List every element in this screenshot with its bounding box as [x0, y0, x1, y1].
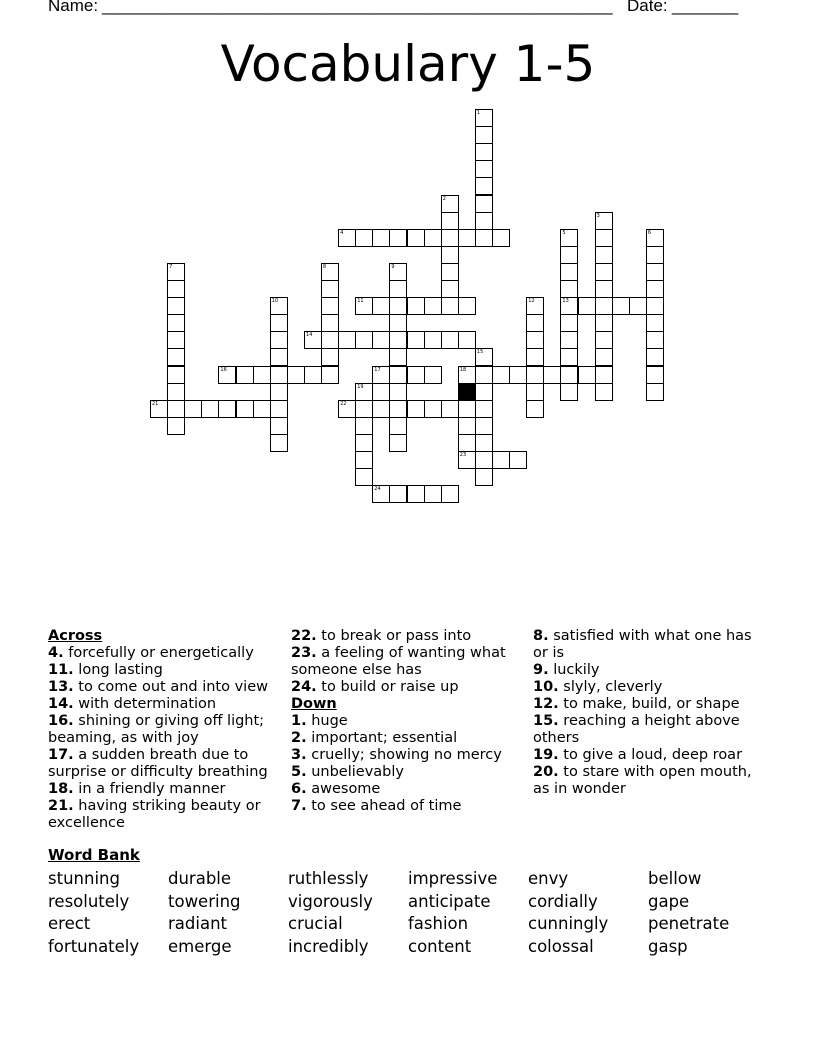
crossword-cell[interactable]: [355, 434, 373, 452]
clue-text: slyly, cleverly: [563, 679, 663, 695]
crossword-cell[interactable]: [560, 246, 578, 264]
crossword-cell[interactable]: [629, 297, 647, 315]
crossword-cell[interactable]: [389, 263, 407, 281]
word-bank-word: crucial: [288, 914, 343, 933]
crossword-cell[interactable]: [167, 348, 185, 366]
crossword-cell[interactable]: [167, 366, 185, 384]
cell-number: 24: [374, 486, 381, 493]
date-field[interactable]: _______: [672, 0, 739, 15]
down-clue: [291, 713, 519, 730]
crossword-cell[interactable]: [595, 229, 613, 247]
crossword-cell[interactable]: [355, 400, 373, 418]
crossword-cell[interactable]: [167, 383, 185, 401]
crossword-cell[interactable]: [526, 297, 544, 315]
clue-heading: Down: [291, 696, 337, 712]
cell-number: 7: [169, 263, 173, 270]
clue-column-2: [291, 628, 519, 815]
crossword-cell[interactable]: [646, 297, 664, 315]
crossword-cell[interactable]: [321, 297, 339, 315]
clue-number: 6.: [291, 781, 307, 797]
crossword-cell[interactable]: [424, 400, 442, 418]
cell-number: 8: [323, 263, 327, 270]
across-clue: [48, 747, 278, 781]
word-bank-word: fashion: [408, 914, 469, 933]
clue-text: to make, build, or shape: [563, 696, 740, 712]
clue-text: a sudden breath due to surprise or difficulty breathing: [48, 747, 268, 780]
crossword-cell[interactable]: [218, 366, 236, 384]
crossword-cell[interactable]: [475, 468, 493, 486]
crossword-cell[interactable]: [646, 348, 664, 366]
crossword-cell[interactable]: [389, 485, 407, 503]
cell-number: 17: [374, 366, 381, 373]
word-bank-word: durable: [168, 869, 232, 888]
crossword-cell[interactable]: [595, 263, 613, 281]
crossword-cell[interactable]: [595, 212, 613, 230]
across-clue: [48, 645, 278, 662]
cell-number: 10: [271, 298, 279, 305]
crossword-cell[interactable]: [270, 383, 288, 401]
crossword-cell[interactable]: [475, 434, 493, 452]
cell-number: 15: [476, 349, 484, 356]
clue-number: 8.: [533, 628, 549, 644]
cell-number: 3: [596, 212, 600, 219]
word-bank-heading: Word Bank: [48, 846, 140, 864]
crossword-cell[interactable]: [150, 400, 168, 418]
down-clue: [291, 781, 519, 798]
crossword-cell[interactable]: [458, 297, 476, 315]
crossword-cell[interactable]: [372, 331, 390, 349]
crossword-cell[interactable]: [338, 400, 356, 418]
clue-number: 2.: [291, 730, 307, 746]
crossword-cell[interactable]: [475, 126, 493, 144]
clue-number: 1.: [291, 713, 307, 729]
crossword-cell[interactable]: [184, 400, 202, 418]
cell-number: 4: [340, 229, 344, 236]
crossword-cell[interactable]: [270, 434, 288, 452]
crossword-cell[interactable]: [441, 246, 459, 264]
word-bank-word: erect: [48, 914, 91, 933]
crossword-cell[interactable]: [321, 280, 339, 298]
word-bank-word: stunning: [48, 869, 120, 888]
word-bank-word: envy: [528, 869, 569, 888]
crossword-cell[interactable]: [560, 297, 578, 315]
across-clue: [48, 781, 278, 798]
crossword-cell[interactable]: [646, 383, 664, 401]
clue-text: having striking beauty or excellence: [48, 798, 261, 831]
clue-text: unbelievably: [311, 764, 404, 780]
crossword-cell[interactable]: [560, 383, 578, 401]
crossword-cell[interactable]: [407, 366, 425, 384]
crossword-cell[interactable]: [372, 366, 390, 384]
cell-number: 11: [357, 298, 364, 305]
clue-number: 4.: [48, 645, 64, 661]
clue-text: with determination: [78, 696, 217, 712]
clue-number: 18.: [48, 781, 74, 797]
clue-text: to build or raise up: [321, 679, 459, 695]
crossword-cell[interactable]: [578, 297, 596, 315]
word-bank-word: gasp: [648, 936, 688, 956]
crossword-cell[interactable]: [355, 383, 373, 401]
crossword-cell[interactable]: [321, 366, 339, 384]
crossword-cell[interactable]: [458, 366, 476, 384]
crossword-cell[interactable]: [338, 331, 356, 349]
clue-number: 13.: [48, 679, 74, 695]
crossword-cell[interactable]: [441, 229, 459, 247]
crossword-cell[interactable]: [236, 400, 254, 418]
crossword-cell[interactable]: [475, 109, 493, 127]
down-clue: [533, 696, 761, 713]
crossword-cell[interactable]: [560, 366, 578, 384]
crossword-cell[interactable]: [372, 400, 390, 418]
cell-number: 23: [459, 452, 467, 458]
clue-text: long lasting: [78, 662, 163, 678]
word-bank-word: gape: [648, 891, 690, 911]
crossword-cell[interactable]: [270, 314, 288, 332]
clue-text: shining or giving off light; beaming, as with joy: [48, 713, 265, 746]
crossword-cell[interactable]: [270, 366, 288, 384]
word-bank-word: fortunately: [48, 936, 140, 956]
crossword-cell[interactable]: [475, 383, 493, 401]
across-clue: [48, 713, 278, 747]
word-bank-word: resolutely: [48, 891, 130, 911]
crossword-cell[interactable]: [509, 366, 527, 384]
crossword-cell[interactable]: [595, 383, 613, 401]
cell-number: 21: [152, 400, 159, 407]
crossword-cell[interactable]: [236, 366, 254, 384]
crossword-cell[interactable]: [407, 400, 425, 418]
crossword-cell[interactable]: [424, 331, 442, 349]
crossword-cell[interactable]: [372, 229, 390, 247]
crossword-cell[interactable]: [458, 400, 476, 418]
crossword-cell[interactable]: [441, 280, 459, 298]
crossword-cell[interactable]: [407, 485, 425, 503]
crossword-cell[interactable]: [389, 331, 407, 349]
crossword-cell[interactable]: [218, 400, 236, 418]
clue-text: huge: [311, 713, 348, 729]
crossword-cell[interactable]: [270, 417, 288, 435]
clue-number: 3.: [291, 747, 307, 763]
across-clue: [48, 662, 278, 679]
word-bank-word: bellow: [648, 869, 702, 888]
crossword-cell[interactable]: [424, 366, 442, 384]
crossword-cell[interactable]: [646, 229, 664, 247]
crossword-cell[interactable]: [560, 229, 578, 247]
crossword-cell[interactable]: [389, 280, 407, 298]
crossword-cell[interactable]: [646, 246, 664, 264]
crossword-cell[interactable]: [355, 331, 373, 349]
word-bank-word: content: [408, 936, 472, 956]
crossword-cell[interactable]: [167, 400, 185, 418]
clue-number: 5.: [291, 764, 307, 780]
crossword-cell[interactable]: [595, 280, 613, 298]
crossword-cell[interactable]: [321, 314, 339, 332]
crossword-cell[interactable]: [475, 177, 493, 195]
crossword-cell[interactable]: [372, 297, 390, 315]
crossword-cell[interactable]: [355, 417, 373, 435]
across-clue: [291, 628, 519, 645]
cell-number: 18: [459, 366, 467, 373]
down-clue: [533, 662, 761, 679]
crossword-cell[interactable]: [595, 366, 613, 384]
crossword-cell[interactable]: [372, 485, 390, 503]
word-bank-word: cunningly: [528, 914, 609, 933]
down-clue: [533, 713, 761, 747]
crossword-cell[interactable]: [270, 348, 288, 366]
crossword-cell[interactable]: [646, 280, 664, 298]
crossword-cell[interactable]: [389, 348, 407, 366]
word-bank-word: towering: [168, 891, 241, 911]
clue-number: 9.: [533, 662, 549, 678]
crossword-cell[interactable]: [475, 451, 493, 469]
clue-number: 17.: [48, 747, 74, 763]
across-clue: [48, 798, 278, 832]
crossword-cell[interactable]: [646, 331, 664, 349]
crossword-cell[interactable]: [646, 366, 664, 384]
crossword-cell[interactable]: [338, 229, 356, 247]
clue-column-1: [48, 628, 278, 832]
crossword-cell[interactable]: [475, 160, 493, 178]
clue-text: a feeling of wanting what someone else has: [291, 645, 506, 678]
crossword-cell[interactable]: [441, 297, 459, 315]
clue-text: to come out and into view: [78, 679, 268, 695]
clue-number: 24.: [291, 679, 317, 695]
crossword-cell[interactable]: [389, 417, 407, 435]
down-clue: [533, 764, 761, 798]
crossword-cell[interactable]: [458, 331, 476, 349]
word-bank-word: impressive: [408, 869, 498, 888]
down-clue: [291, 747, 519, 764]
crossword-cell[interactable]: [560, 331, 578, 349]
clue-number: 23.: [291, 645, 317, 661]
crossword-cell[interactable]: [389, 383, 407, 401]
crossword-cell[interactable]: [441, 212, 459, 230]
word-bank-word: ruthlessly: [288, 869, 369, 888]
crossword-cell[interactable]: [270, 400, 288, 418]
clue-number: 11.: [48, 662, 74, 678]
clue-text: in a friendly manner: [78, 781, 226, 797]
crossword-cell[interactable]: [526, 366, 544, 384]
crossword-cell[interactable]: [355, 468, 373, 486]
clue-column-3: [533, 628, 761, 798]
crossword-cell[interactable]: [646, 314, 664, 332]
crossword-cell[interactable]: [458, 451, 476, 469]
crossword-cell[interactable]: [475, 195, 493, 213]
crossword-cell[interactable]: [389, 400, 407, 418]
cell-number: 14: [305, 332, 313, 339]
clue-text: luckily: [553, 662, 600, 678]
word-bank-word: incredibly: [288, 936, 369, 956]
crossword-cell[interactable]: [526, 383, 544, 401]
crossword-cell[interactable]: [560, 280, 578, 298]
crossword-cell[interactable]: [475, 229, 493, 247]
crossword-cell[interactable]: [441, 331, 459, 349]
crossword-cell[interactable]: [167, 417, 185, 435]
clue-number: 22.: [291, 628, 317, 644]
clue-text: to see ahead of time: [311, 798, 462, 814]
clue-number: 10.: [533, 679, 559, 695]
crossword-cell[interactable]: [578, 366, 596, 384]
crossword-cell[interactable]: [475, 366, 493, 384]
clue-text: cruelly; showing no mercy: [311, 747, 502, 763]
crossword-cell[interactable]: [287, 366, 305, 384]
crossword-cell[interactable]: [270, 331, 288, 349]
clue-text: important; essential: [311, 730, 458, 746]
clue-number: 20.: [533, 764, 559, 780]
crossword-cell[interactable]: [492, 366, 510, 384]
crossword-cell[interactable]: [458, 434, 476, 452]
word-bank-word: emerge: [168, 936, 232, 956]
crossword-cell[interactable]: [355, 229, 373, 247]
crossword-cell[interactable]: [458, 417, 476, 435]
crossword-cell[interactable]: [167, 314, 185, 332]
clue-number: 21.: [48, 798, 74, 814]
crossword-cell[interactable]: [441, 195, 459, 213]
word-bank: [48, 846, 768, 958]
crossword-cell[interactable]: [407, 331, 425, 349]
clue-text: awesome: [311, 781, 381, 797]
crossword-cell[interactable]: [321, 263, 339, 281]
crossword-cell[interactable]: [270, 297, 288, 315]
crossword-cell[interactable]: [321, 331, 339, 349]
crossword-cell[interactable]: [492, 451, 510, 469]
clue-text: to stare with open mouth, as in wonder: [533, 764, 752, 797]
crossword-cell[interactable]: [389, 434, 407, 452]
crossword-cell[interactable]: [595, 331, 613, 349]
crossword-cell[interactable]: [389, 366, 407, 384]
word-bank-list: [48, 868, 768, 958]
name-label: Name:: [48, 0, 99, 15]
crossword-cell[interactable]: [458, 229, 476, 247]
crossword-cell[interactable]: [595, 314, 613, 332]
crossword-cell[interactable]: [441, 485, 459, 503]
clue-text: to give a loud, deep roar: [563, 747, 743, 763]
crossword-cell[interactable]: [389, 314, 407, 332]
clue-number: 16.: [48, 713, 74, 729]
crossword-cell[interactable]: [407, 229, 425, 247]
crossword-cell[interactable]: [526, 331, 544, 349]
crossword-cell[interactable]: [441, 263, 459, 281]
cell-number: 20: [459, 383, 467, 390]
crossword-cell[interactable]: [167, 263, 185, 281]
crossword-cell[interactable]: [560, 314, 578, 332]
clue-text: satisfied with what one has or is: [533, 628, 752, 661]
crossword-cell[interactable]: [475, 143, 493, 161]
crossword-cell[interactable]: [167, 280, 185, 298]
crossword-cell[interactable]: [595, 246, 613, 264]
crossword-cell[interactable]: [167, 331, 185, 349]
clue-text: to break or pass into: [321, 628, 472, 644]
crossword-cell[interactable]: [560, 348, 578, 366]
down-clue: [291, 798, 519, 815]
clue-number: 7.: [291, 798, 307, 814]
clue-number: 15.: [533, 713, 559, 729]
cell-number: 16: [220, 366, 227, 373]
crossword-cell[interactable]: [253, 400, 271, 418]
crossword-cell[interactable]: [595, 348, 613, 366]
word-bank-word: vigorously: [288, 891, 373, 911]
crossword-cell[interactable]: [646, 263, 664, 281]
across-clue: [291, 679, 519, 696]
crossword-cell[interactable]: [595, 297, 613, 315]
crossword-cell[interactable]: [253, 366, 271, 384]
crossword-cell[interactable]: [389, 297, 407, 315]
page-title: Vocabulary 1-5: [220, 35, 596, 93]
down-clue: [533, 628, 761, 662]
crossword-cell[interactable]: [304, 366, 322, 384]
crossword-cell[interactable]: [424, 229, 442, 247]
down-clue: [291, 730, 519, 747]
crossword-block: [458, 383, 476, 401]
clue-text: forcefully or energetically: [68, 645, 254, 661]
crossword-cell[interactable]: [560, 263, 578, 281]
crossword-cell[interactable]: [441, 400, 459, 418]
crossword-cell[interactable]: [526, 348, 544, 366]
word-bank-word: radiant: [168, 914, 227, 933]
crossword-cell[interactable]: [167, 297, 185, 315]
cell-number: 1: [476, 110, 481, 116]
name-field[interactable]: ______________________________________________________: [102, 0, 613, 15]
crossword-cell[interactable]: [526, 400, 544, 418]
crossword-cell[interactable]: [612, 297, 630, 315]
crossword-cell[interactable]: [407, 297, 425, 315]
cell-number: 22: [340, 400, 347, 407]
date-label: Date:: [627, 0, 668, 15]
crossword-cell[interactable]: [355, 297, 373, 315]
crossword-cell[interactable]: [424, 485, 442, 503]
crossword-cell[interactable]: [321, 348, 339, 366]
crossword-cell[interactable]: [475, 348, 493, 366]
clue-number: 12.: [533, 696, 559, 712]
crossword-cell[interactable]: [475, 212, 493, 230]
crossword-cell[interactable]: [355, 451, 373, 469]
down-clue: [291, 764, 519, 781]
crossword-cell[interactable]: [475, 417, 493, 435]
word-bank-word: cordially: [528, 891, 598, 911]
cell-number: 2: [442, 195, 446, 202]
cell-number: 12: [528, 298, 535, 305]
down-clue: [533, 747, 761, 764]
clue-text: reaching a height above others: [533, 713, 740, 746]
cell-number: 9: [391, 263, 395, 270]
crossword-grid: [0, 0, 816, 520]
word-bank-word: anticipate: [408, 891, 491, 911]
crossword-cell[interactable]: [424, 297, 442, 315]
cell-number: 5: [562, 229, 566, 236]
crossword-cell[interactable]: [526, 314, 544, 332]
crossword-cell[interactable]: [389, 229, 407, 247]
crossword-cell[interactable]: [304, 331, 322, 349]
crossword-cell[interactable]: [492, 229, 510, 247]
down-clue: [533, 679, 761, 696]
cell-number: 13: [562, 298, 569, 305]
word-bank-word: penetrate: [648, 914, 730, 933]
cell-number: 19: [357, 383, 364, 390]
across-clue: [291, 645, 519, 679]
crossword-cell[interactable]: [475, 400, 493, 418]
clue-number: 19.: [533, 747, 559, 763]
clue-number: 14.: [48, 696, 74, 712]
clue-heading: Across: [48, 628, 103, 644]
crossword-cell[interactable]: [509, 451, 527, 469]
word-bank-word: colossal: [528, 936, 594, 956]
crossword-cell[interactable]: [201, 400, 219, 418]
cell-number: 6: [647, 229, 652, 236]
crossword-cell[interactable]: [543, 366, 561, 384]
across-clue: [48, 679, 278, 696]
across-clue: [48, 696, 278, 713]
